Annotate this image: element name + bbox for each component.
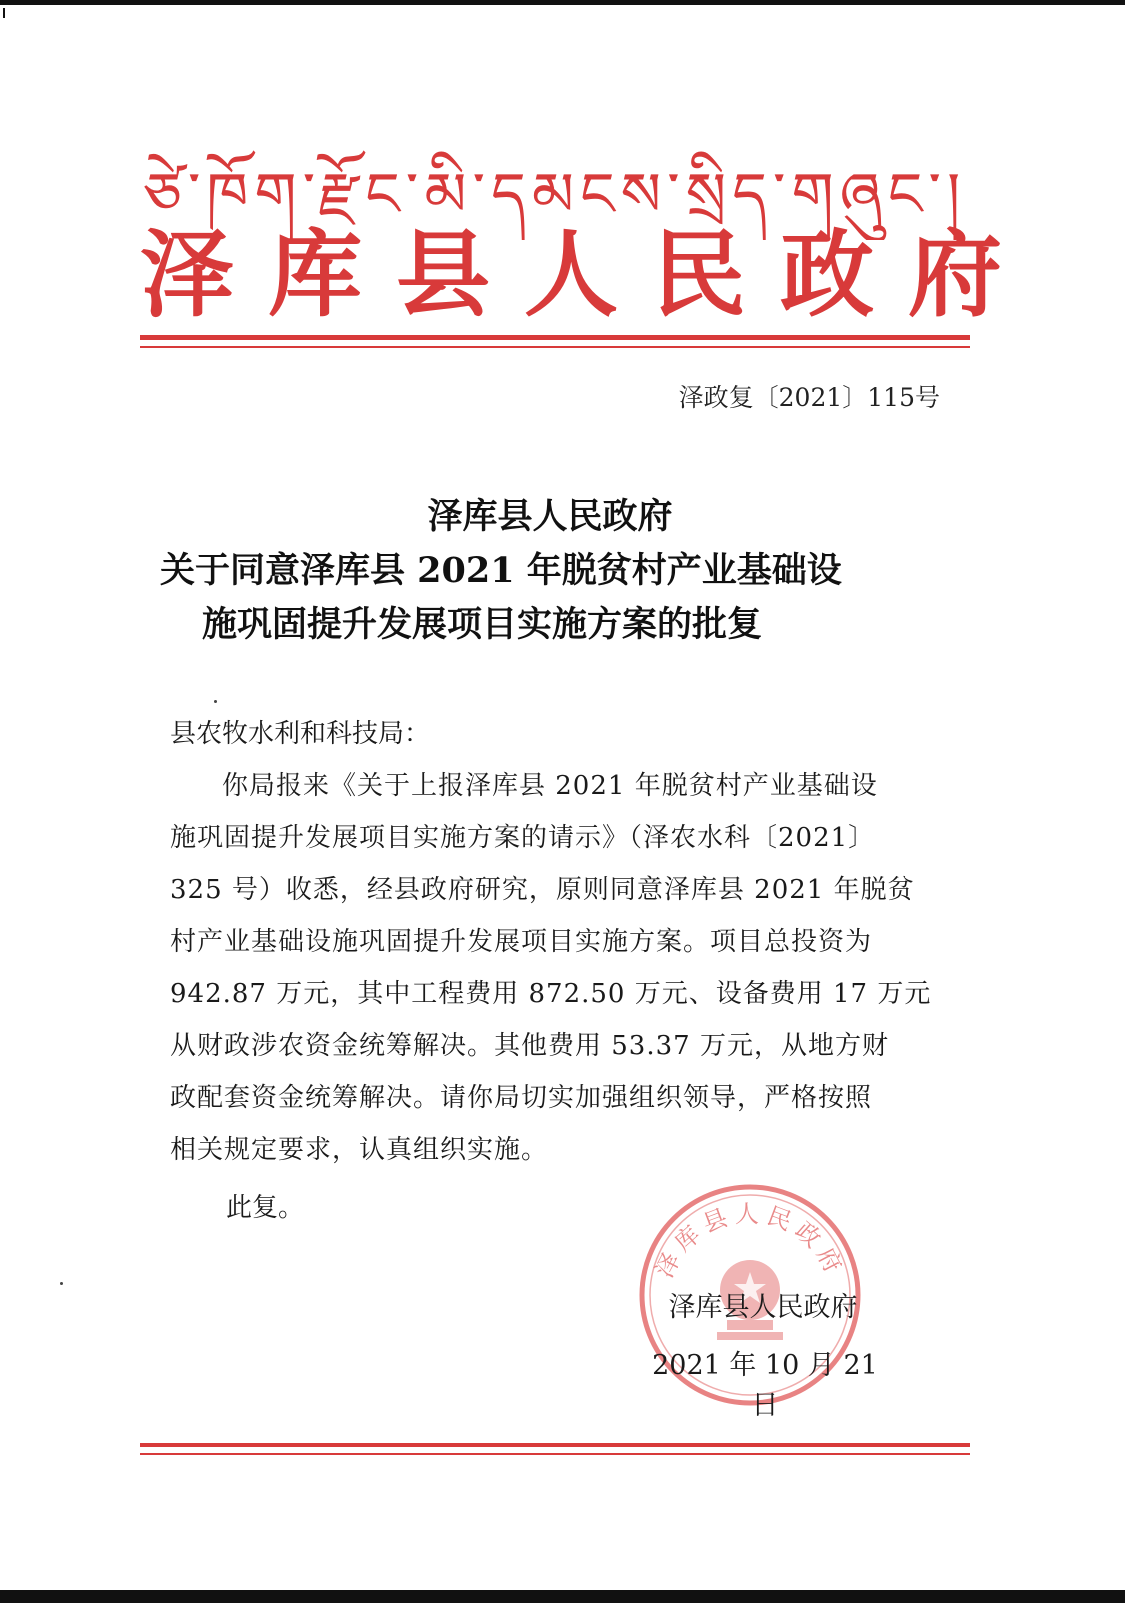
body-line-7: 政配套资金统筹解决。请你局切实加强组织领导，严格按照 — [170, 1083, 873, 1113]
body-line-4: 村产业基础设施巩固提升发展项目实施方案。项目总投资为 — [170, 927, 873, 957]
seal-text: 泽库县人民政府 — [650, 1200, 850, 1283]
body-line-1: 你局报来《关于上报泽库县 2021 年脱贫村产业基础设 — [222, 771, 878, 801]
tibetan-header: ཙེ་ཁོག་རྫོང་མི་དམངས་སྲིད་གཞུང་། — [143, 160, 967, 230]
body-line-6: 从财政涉农资金统筹解决。其他费用 53.37 万元，从地方财 — [170, 1031, 889, 1061]
recipient: 县农牧水利和科技局： — [170, 719, 431, 749]
footer-rule-thin — [140, 1453, 970, 1455]
scan-border-top — [0, 0, 1125, 5]
body-line-3: 325 号）收悉，经县政府研究，原则同意泽库县 2021 年脱贫 — [170, 875, 915, 905]
title-line-2: 关于同意泽库县 2021 年脱贫村产业基础设 — [160, 550, 842, 591]
scan-border-bottom — [0, 1590, 1125, 1603]
header-rule-thick — [140, 335, 970, 340]
signer: 泽库县人民政府 — [668, 1292, 858, 1323]
header-rule-thin — [140, 346, 970, 348]
body-line-8: 相关规定要求，认真组织实施。 — [170, 1135, 549, 1165]
scan-speck — [214, 700, 217, 703]
document-number: 泽政复〔2021〕115号 — [678, 383, 940, 412]
body-line-2: 施巩固提升发展项目实施方案的请示》（泽农水科〔2021〕 — [170, 823, 876, 853]
title-line-1: 泽库县人民政府 — [427, 496, 673, 537]
footer-rule-thick — [140, 1443, 970, 1447]
scan-speck — [60, 1282, 63, 1285]
body-line-5: 942.87 万元，其中工程费用 872.50 万元、设备费用 17 万元 — [170, 979, 932, 1009]
issue-date: 2021 年 10 月 21 日 — [652, 1350, 878, 1421]
closing-remark: 此复。 — [226, 1193, 305, 1223]
title-line-3: 施巩固提升发展项目实施方案的批复 — [202, 604, 763, 645]
government-header: 泽库县人民政府 — [140, 220, 1037, 330]
scan-border-mark — [3, 8, 5, 18]
